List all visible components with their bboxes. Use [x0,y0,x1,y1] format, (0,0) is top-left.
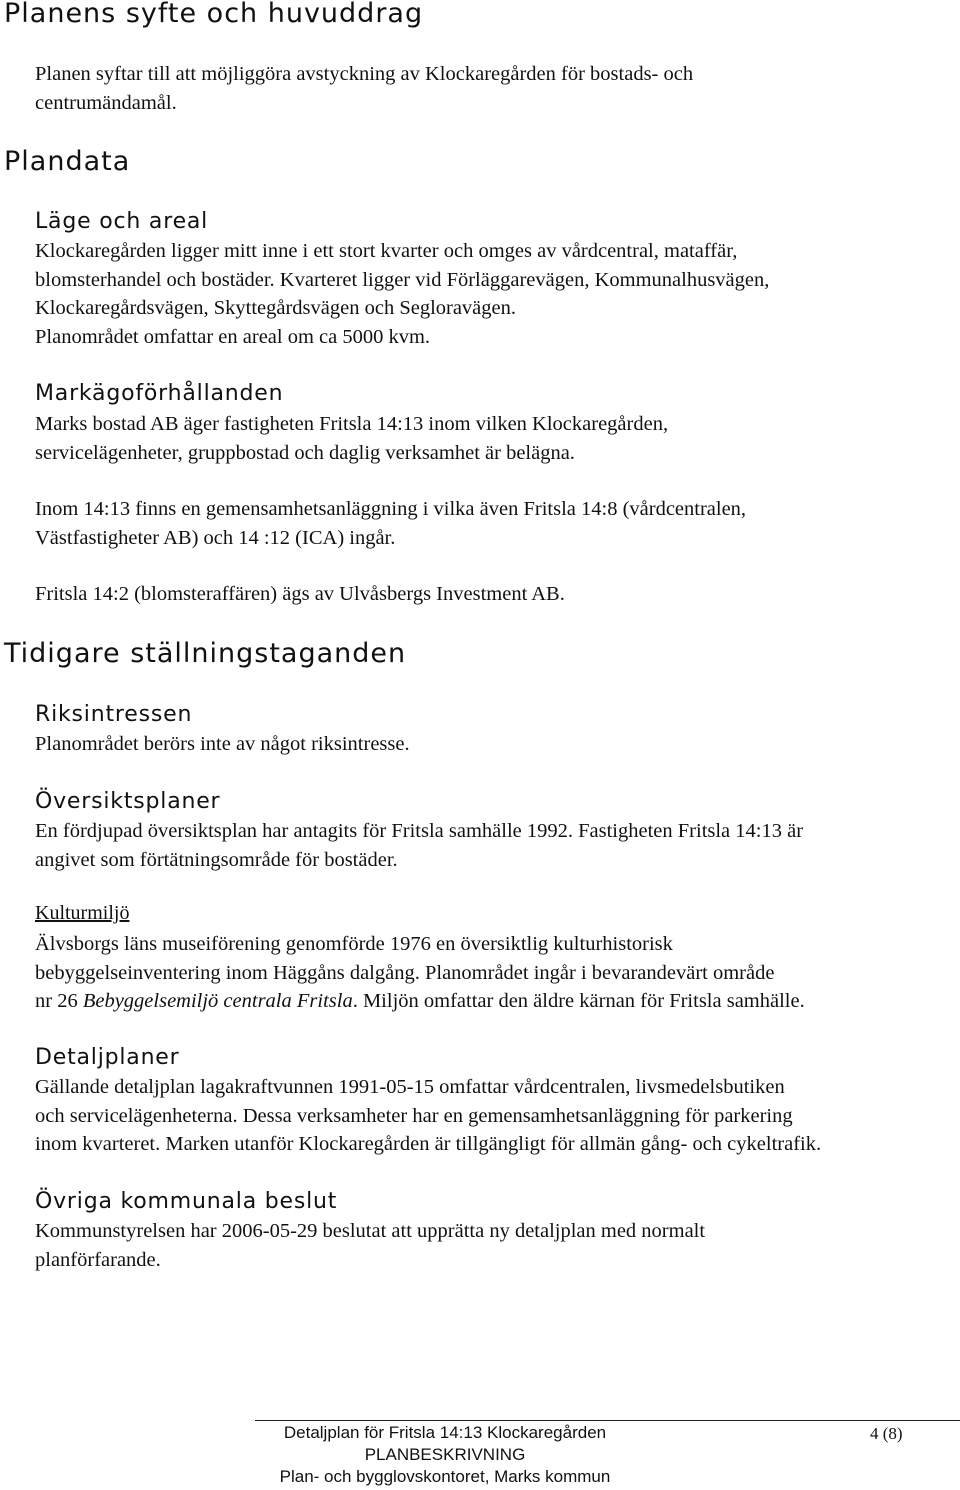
page-footer [255,1422,635,1488]
text-line: Klockaregårdsvägen, Skyttegårdsvägen och Segloravägen. [35,297,517,319]
text-line [35,987,950,1016]
text-line: Klockaregården ligger mitt inne i ett stort kvarter och omges av vårdcentral, mataffär, [35,240,738,262]
footer-divider [255,1420,960,1421]
footer-plan-title: Detaljplan för Fritsla 14:13 Klockaregården [283,1423,607,1442]
heading-kulturmiljo: Kulturmiljö [35,902,130,924]
heading-ovriga-kommunala-beslut: Övriga kommunala beslut [35,1189,338,1214]
heading-markagoforhallanden: Markägoförhållanden [35,381,284,406]
footer-document-type: PLANBESKRIVNING [364,1445,526,1464]
heading-lage-och-areal: Läge och areal [35,209,209,234]
text-line: Västfastigheter AB) och 14 :12 (ICA) ingår. [35,526,396,549]
heading-plandata: Plandata [4,146,131,177]
text-fragment: nr 26 [35,990,83,1012]
syfte-paragraph [35,60,950,117]
text-line: Inom 14:13 finns en gemensamhetsanläggning i vilka även Fritsla 14:8 (vårdcentralen, [35,498,747,520]
text-line: Fritsla 14:2 (blomsteraffären) ägs av Ulvåsbergs Investment AB. [35,583,565,605]
page-number: 4 (8) [870,1424,903,1443]
heading-detaljplaner: Detaljplaner [35,1045,180,1070]
text-line: blomsterhandel och bostäder. Kvarteret ligger vid Förläggarevägen, Kommunalhusvägen, [35,268,770,291]
text-line: Planområdet omfattar en areal om ca 5000 kvm. [35,325,431,348]
text-italic-title: Bebyggelsemiljö centrala Fritsla [82,990,353,1012]
text-line: En fördjupad översiktsplan har antagits för Fritsla samhälle 1992. Fastigheten Fritsla 14:13 är [35,820,804,842]
text-line: Planen syftar till att möjliggöra avstyckning av Klockaregården för bostads- och [35,63,694,85]
text-line: angivet som förtätningsområde för bostäder. [35,848,398,871]
ovriga-paragraph [35,1217,950,1274]
text-line: inom kvarteret. Marken utanför Klockaregården är tillgängligt för allmän gång- och cykeltrafik. [35,1133,822,1155]
text-line: planförfarande. [35,1248,161,1271]
kultur-paragraph [35,930,950,1016]
text-fragment: . Miljön omfattar den äldre kärnan för Fritsla samhälle. [352,990,805,1012]
text-line: Gällande detaljplan lagakraftvunnen 1991-05-15 omfattar vårdcentralen, livsmedelsbutiken [35,1076,785,1098]
text-line: servicelägenheter, gruppbostad och daglig verksamhet är belägna. [35,441,575,464]
heading-planens-syfte: Planens syfte och huvuddrag [4,0,424,29]
oversikt-paragraph [35,817,950,874]
text-line: Älvsborgs läns museiförening genomförde 1976 en översiktlig kulturhistorisk [35,933,673,955]
heading-tidigare-stallningstaganden: Tidigare ställningstaganden [4,638,407,669]
text-line: Planområdet berörs inte av något riksintresse. [35,733,410,755]
mark-paragraph-1 [35,410,950,467]
text-line: och servicelägenheterna. Dessa verksamheter har en gemensamhetsanläggning för parkering [35,1104,793,1127]
lage-paragraph [35,237,950,351]
text-line: bebyggelseinventering inom Häggåns dalgång. Planområdet ingår i bevarandevärt område [35,961,775,984]
text-line: Kommunstyrelsen har 2006-05-29 beslutat att upprätta ny detaljplan med normalt [35,1220,706,1242]
footer-office: Plan- och bygglovskontoret, Marks kommun [279,1467,611,1486]
detalj-paragraph [35,1073,950,1159]
heading-riksintressen: Riksintressen [35,702,193,727]
heading-oversiktsplaner: Översiktsplaner [35,789,221,814]
mark-paragraph-2 [35,495,950,552]
riks-paragraph [35,730,950,759]
text-line: centrumändamål. [35,91,177,114]
text-line: Marks bostad AB äger fastigheten Fritsla 14:13 inom vilken Klockaregården, [35,413,669,435]
mark-paragraph-3 [35,580,950,609]
